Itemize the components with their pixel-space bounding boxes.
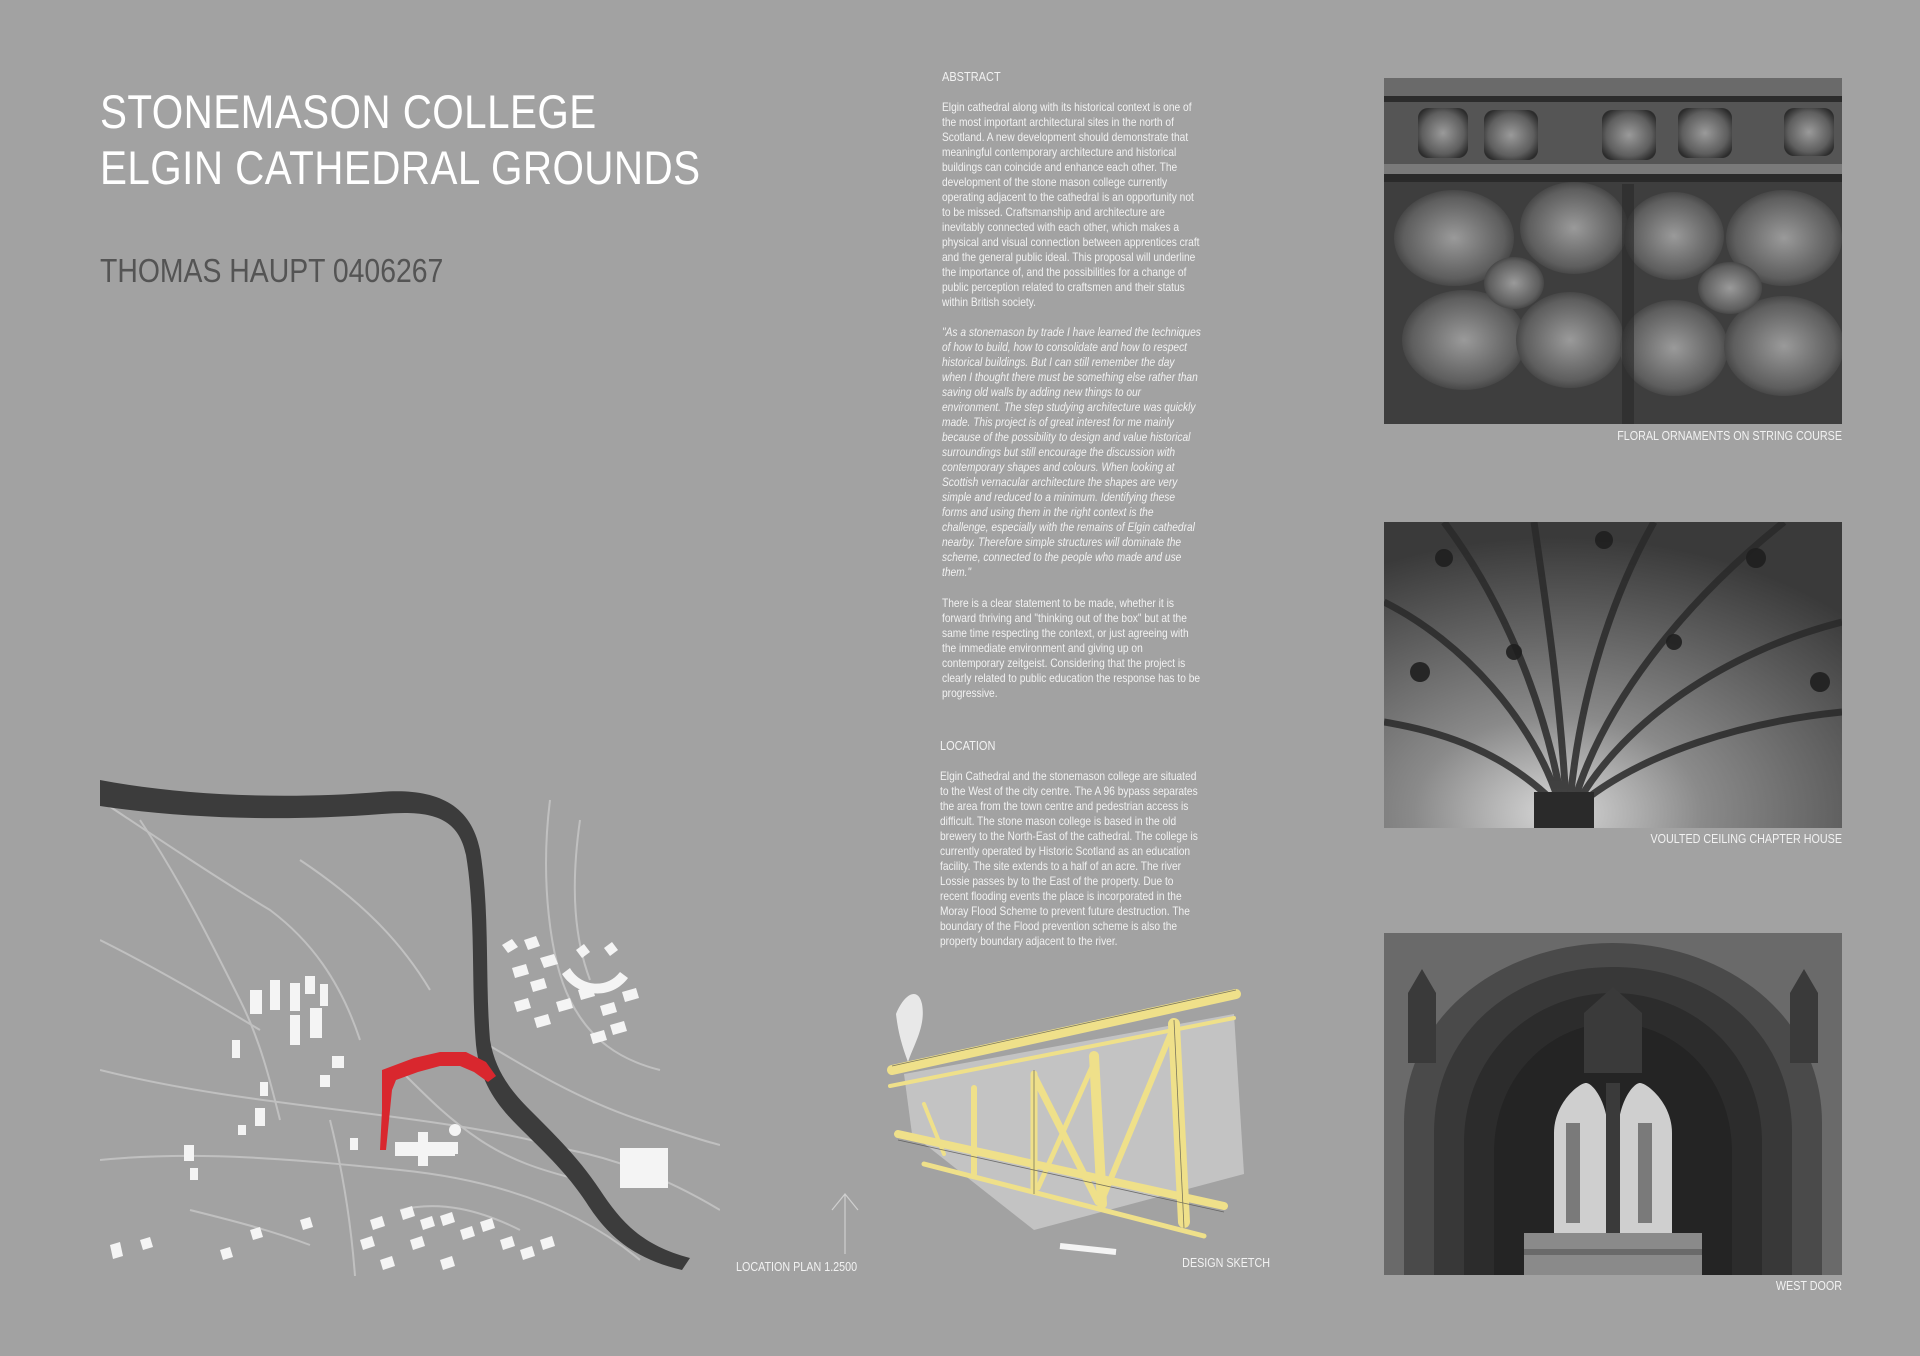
photo-west-door [1384, 933, 1842, 1275]
text-line: them." [942, 566, 972, 579]
text-line: Scotland. A new development should demonstrate that [942, 131, 1189, 144]
abstract-paragraph-quote [942, 325, 1201, 580]
text-line: Elgin cathedral along with its historical context is one of [942, 101, 1192, 114]
text-line: facility. The site extends to a half of an acre. The river [940, 860, 1182, 873]
text-line: clearly related to public education the response has to be [942, 672, 1201, 685]
location-paragraph [940, 769, 1198, 949]
text-line: brewery to the North-East of the cathedral. The college is [940, 830, 1198, 843]
abstract-paragraph-1 [942, 100, 1200, 310]
text-line: historical buildings. But I can still remember the day [942, 356, 1175, 369]
design-sketch [884, 974, 1246, 1264]
photo-vaulted-ceiling [1384, 522, 1842, 828]
caption-floral-ornaments: FLORAL ORNAMENTS ON STRING COURSE [1617, 429, 1842, 443]
location-heading: LOCATION [940, 739, 996, 753]
cathedral-footprint [395, 1124, 461, 1166]
text-line: simple and reduced to a minimum. Identifying these [942, 491, 1176, 504]
text-line: There is a clear statement to be made, whether it is [942, 597, 1174, 610]
abstract-conclusion [942, 596, 1201, 701]
caption-west-door: WEST DOOR [1775, 1279, 1842, 1293]
text-line: and the general public ideal. This proposal will underline [942, 251, 1196, 264]
text-line: development of the stone mason college currently [942, 176, 1168, 189]
text-line: scheme, connected to the people who made and use [942, 551, 1182, 564]
location-plan-map [100, 740, 720, 1276]
text-line: recent flooding events the place is incorporated in the [940, 890, 1182, 903]
abstract-heading: ABSTRACT [942, 70, 1001, 84]
caption-vaulted-ceiling: VOULTED CEILING CHAPTER HOUSE [1650, 832, 1842, 846]
text-line: meaningful contemporary architecture and historical [942, 146, 1177, 159]
text-line: public perception related to craftsmen and their status [942, 281, 1185, 294]
caption-location-plan: LOCATION PLAN 1.2500 [736, 1260, 858, 1274]
text-line: made. This project is of great interest for me mainly [942, 416, 1174, 429]
title-line-2: ELGIN CATHEDRAL GROUNDS [100, 141, 701, 194]
text-line: environment. The step studying architecture was quickly [942, 401, 1196, 414]
text-line: forward thriving and "thinking out of the box" but at the [942, 612, 1187, 625]
text-line: because of the possibility to design and value historical [942, 431, 1191, 444]
abstract-quote [942, 325, 1201, 580]
caption-design-sketch: DESIGN SKETCH [1182, 1256, 1270, 1270]
text-line: saving old walls by adding new things to our [942, 386, 1142, 399]
text-line: physical and visual connection between apprentices craft [942, 236, 1200, 249]
text-line: "As a stonemason by trade I have learned the techniques [942, 326, 1201, 339]
photo-floral-ornaments [1384, 78, 1842, 424]
river-lossie [100, 780, 690, 1270]
abstract-text [942, 100, 1200, 310]
text-line: buildings can coincide and enhance each other. The [942, 161, 1178, 174]
author-name: THOMAS HAUPT 0406267 [100, 252, 444, 289]
title-line-1: STONEMASON COLLEGE [100, 85, 597, 138]
text-line: Moray Flood Scheme to prevent future destruction. The [940, 905, 1190, 918]
text-line: challenge, especially with the remains of Elgin cathedral [942, 521, 1195, 534]
text-line: inevitably connected with each other, which makes a [942, 221, 1180, 234]
text-line: to the West of the city centre. The A 96 bypass separates [940, 785, 1198, 798]
text-line: currently operated by Historic Scotland as an education [940, 845, 1191, 858]
road-network [100, 800, 720, 1276]
abstract-paragraph-3 [942, 596, 1201, 701]
text-line: Elgin Cathedral and the stonemason college are situated [940, 770, 1197, 783]
text-line: nearby. Therefore simple structures will dominate the [942, 536, 1182, 549]
text-line: contemporary shapes and colours. When looking at [942, 461, 1175, 474]
text-line: forms and using them in the right context is the [942, 506, 1154, 519]
text-line: operating adjacent to the cathedral is an opportunity not [942, 191, 1194, 204]
text-line: to be missed. Craftsmanship and architecture are [942, 206, 1165, 219]
location-text [940, 769, 1198, 949]
text-line: boundary of the Flood prevention scheme is also the [940, 920, 1178, 933]
text-line: surroundings but still encourage the discussion with [942, 446, 1176, 459]
page-title [100, 84, 702, 196]
text-line: property boundary adjacent to the river. [940, 935, 1118, 948]
text-line: progressive. [942, 687, 998, 700]
text-line: the most important architectural sites in the north of [942, 116, 1174, 129]
text-line: the importance of, and the possibilities for a change of [942, 266, 1187, 279]
text-line: of how to build, how to consolidate and how to respect [942, 341, 1188, 354]
text-line: Lossie passes by to the East of the property. Due to [940, 875, 1174, 888]
text-line: contemporary zeitgeist. Considering that the project is [942, 657, 1186, 670]
text-line: the area from the town centre and pedestrian access is [940, 800, 1189, 813]
north-arrow-icon [830, 1192, 860, 1254]
text-line: the immediate environment and giving up on [942, 642, 1143, 655]
text-line: same time respecting the context, or just agreeing with [942, 627, 1189, 640]
text-line: difficult. The stone mason college is based in the old [940, 815, 1177, 828]
text-line: within British society. [942, 296, 1036, 309]
text-line: Scottish vernacular architecture the shapes are very [942, 476, 1178, 489]
text-line: when I thought there must be something else rather than [942, 371, 1198, 384]
site-boundary-highlight [380, 1052, 496, 1150]
